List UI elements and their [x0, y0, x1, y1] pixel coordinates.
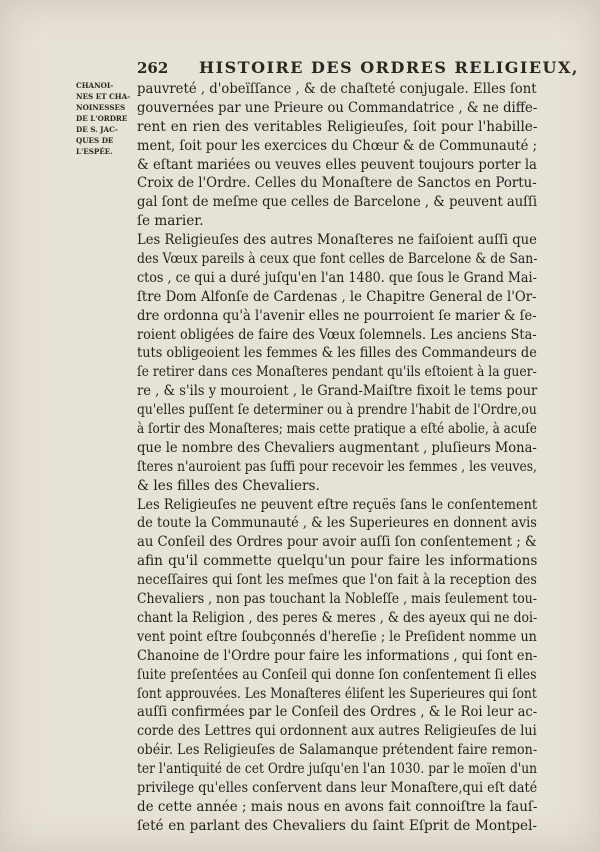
text-line: afin qu'il commette quelqu'un pour faire les informations [137, 553, 538, 570]
page-header [137, 57, 579, 81]
text-line: gouvernées par une Prieure ou Commandatrice , & ne diffe- [137, 99, 538, 116]
text-line: ter l'antiquité de cet Ordre juſqu'en l'an 1030. par le moïen d'un [137, 761, 538, 778]
text-line: ſtre Dom Alfonſe de Cardenas , le Chapitre General de l'Or- [137, 288, 537, 305]
text-line: tuts obligeoient les femmes & les filles des Commandeurs de [137, 345, 537, 362]
text-line: Les Religieuſes ne peuvent eſtre reçuës ſans le conſentement [137, 496, 538, 513]
text-line: au Conſeil des Ordres pour avoir auſſi ſon conſentement ; & [137, 534, 537, 551]
text-line: vent point eſtre ſoubçonnés d'hereſie ; le Preſident nomme un [137, 628, 537, 645]
text-line: ctos , ce qui a duré juſqu'en l'an 1480. que ſous le Grand Mai- [137, 269, 537, 286]
text-line: corde des Lettres qui ordonnent aux autres Religieuſes de lui [137, 723, 537, 740]
text-line: pauvreté , d'obeïſſance , & de chaſteté conjugale. Elles ſont [137, 81, 537, 97]
text-line: rent en rien des veritables Religieuſes, ſoit pour l'habille- [137, 118, 538, 135]
text-line: Croix de l'Ordre. Celles du Monaſtere de Sanctos en Portu- [137, 175, 537, 192]
text-line: dre ordonna qu'à l'avenir elles ne pourroient ſe marier & ſe- [137, 307, 537, 324]
text-line: roient obligées de faire des Vœux ſolemnels. Les anciens Sta- [137, 326, 537, 343]
margin-note-line: NES ET CHA- [76, 92, 131, 101]
margin-note-line: CHANOI- [76, 81, 114, 90]
text-line: de cette année ; mais nous en avons fait connoiſtre la fauſ- [137, 798, 538, 815]
margin-note-line: NOINESSES [76, 103, 126, 112]
text-line: de toute la Communauté , & les Superieures en donnent avis [137, 515, 537, 532]
text-line: que le nombre des Chevaliers augmentant , pluſieurs Mona- [137, 439, 537, 456]
text-line: neceſſaires qui ſont les meſmes que l'on fait à la reception des [137, 572, 537, 589]
text-line: à ſortir des Monaſteres; mais cette pratique a eſté abolie, à acuſe [137, 421, 537, 438]
text-line: ſeté en parlant des Chevaliers du ſaint Eſprit de Montpel- [137, 817, 538, 834]
text-line: chant la Religion , des peres & meres , & des ayeux qui ne doi- [137, 609, 538, 626]
text-line: re , & s'ils y mouroient , le Grand-Maiſtre fixoit le tems pour [137, 383, 538, 400]
text-line: & les filles des Chevaliers. [137, 477, 320, 494]
text-line: obéir. Les Religieuſes de Salamanque prétendent faire remon- [137, 742, 538, 759]
text-line: Chanoine de l'Ordre pour faire les informations , qui ſont en- [137, 647, 538, 664]
text-line: ſont approuvées. Les Monaſteres éliſent les Superieures qui ſont [137, 685, 537, 702]
margin-note-line: L'ESPÉE. [76, 147, 113, 156]
text-line: qu'elles puſſent ſe determiner ou à prendre l'habit de l'Ordre,ou [137, 402, 537, 419]
text-line: ſuite preſentées au Conſeil qui donne ſon conſentement ſi elles [137, 666, 537, 683]
margin-note-line: DE L'ORDRE [76, 114, 128, 123]
margin-note-line: DE S. JAC- [76, 125, 118, 134]
running-title: HISTOIRE DES ORDRES RELIGIEUX, [199, 58, 579, 77]
text-line: & eſtant mariées ou veuves elles peuvent toujours porter la [137, 156, 537, 173]
text-line: ſe retirer dans ces Monaſteres pendant qu'ils eſtoient à la guer- [137, 364, 537, 381]
margin-note-line: QUES DE [76, 136, 114, 145]
text-line: gal ſont de meſme que celles de Barcelone , & peuvent auſſi [137, 194, 538, 211]
text-line: ſteres n'auroient pas ſuffi pour recevoir les femmes , les veuves, [137, 458, 537, 475]
text-line: des Vœux pareils à ceux que font celles de Barcelone & de San- [137, 251, 538, 268]
text-line: Chevaliers , non pas touchant la Nobleſſe , mais ſeulement tou- [137, 591, 538, 608]
text-line: privilege qu'elles conſervent dans leur Monaſtere,qui eſt daté [137, 779, 538, 796]
text-line: auſſi confirmées par le Conſeil des Ordres , & le Roi leur ac- [137, 704, 538, 721]
text-line: Les Religieuſes des autres Monaſteres ne faiſoient auſſi que [137, 232, 537, 249]
text-line: ment, ſoit pour les exercices du Chœur & de Communauté ; [137, 137, 538, 154]
margin-note [76, 80, 136, 157]
text-line: ſe marier. [137, 213, 204, 230]
body-text [137, 80, 537, 836]
page-number: 262 [137, 59, 169, 77]
